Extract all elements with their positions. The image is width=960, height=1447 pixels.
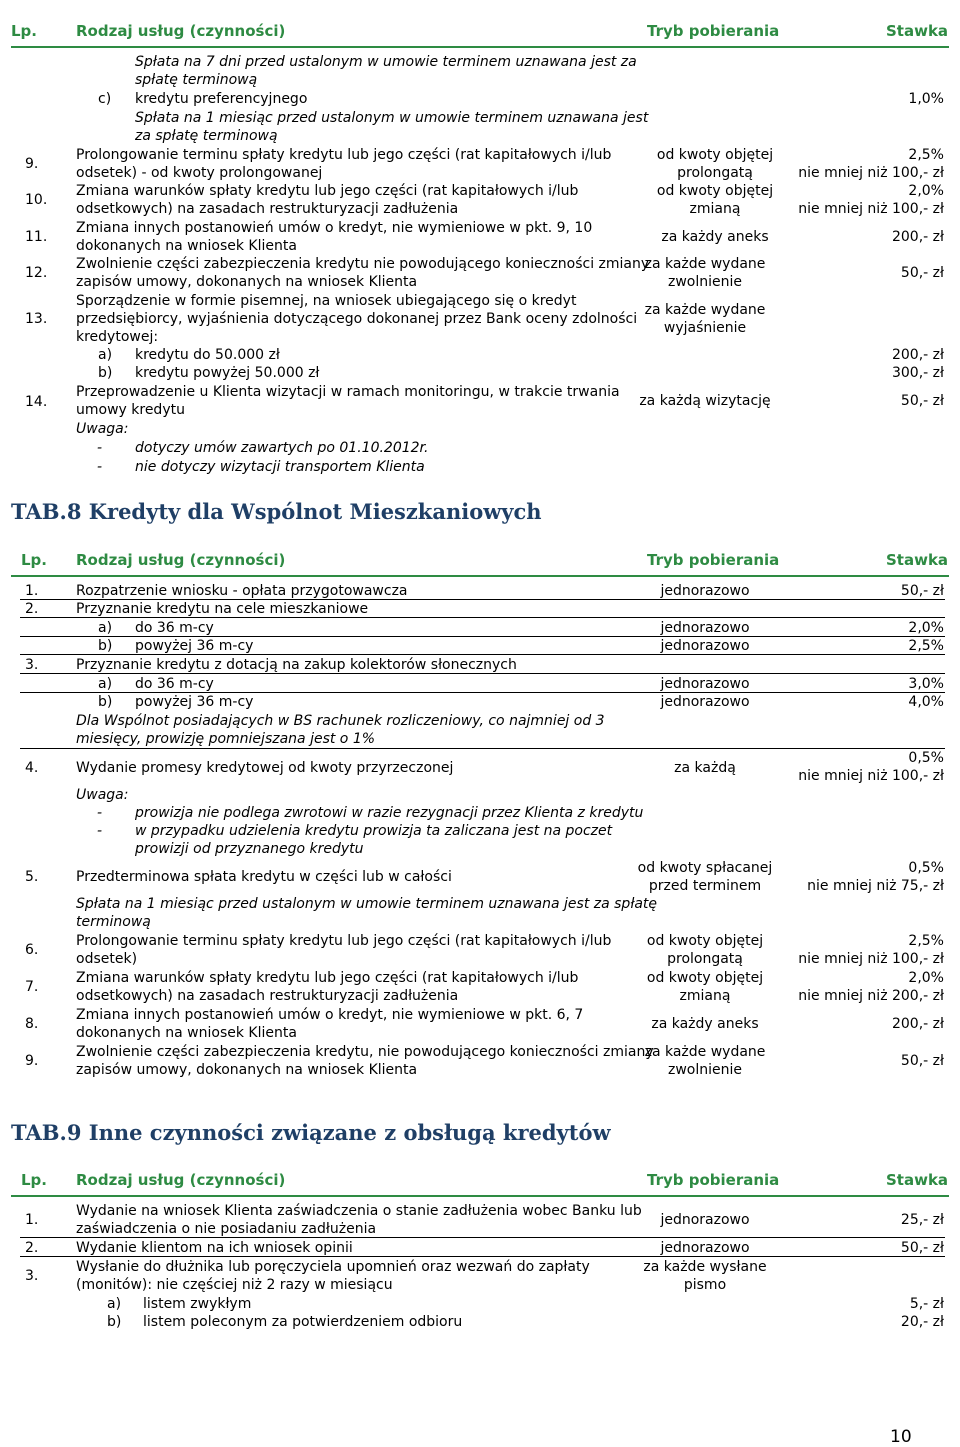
col-service-header: Rodzaj usług (czynności)	[76, 22, 286, 40]
bullet-dash: -	[97, 823, 103, 839]
list-letter: c)	[98, 91, 112, 107]
row-divider	[20, 654, 945, 655]
mode-text: od kwoty spłacanej	[637, 860, 773, 876]
mode-text: przed terminem	[648, 878, 762, 894]
service-text: Zmiana innych postanowień umów o kredyt, nie wymieniowe w pkt. 9, 10	[76, 220, 593, 236]
service-text: odsetkowych) na zasadach restrukturyzacji zadłużenia	[76, 988, 459, 1004]
list-text: listem poleconym za potwierdzeniem odbioru	[143, 1314, 463, 1330]
mode-text: prolongatą	[677, 165, 753, 181]
rate-value: 5,- zł	[909, 1296, 944, 1312]
rate-value: 1,0%	[908, 91, 944, 107]
list-letter: a)	[98, 620, 113, 636]
service-text: kredytowej:	[76, 329, 159, 345]
rate-value: nie mniej niż 100,- zł	[798, 951, 944, 967]
list-letter: b)	[98, 365, 113, 381]
mode-text: za każdy aneks	[651, 1016, 759, 1032]
service-text: Rozpatrzenie wniosku - opłata przygotowawcza	[76, 583, 408, 599]
list-text: powyżej 36 m-cy	[135, 694, 254, 710]
header-divider	[11, 46, 949, 48]
col-lp-header: Lp.	[11, 22, 37, 40]
note-line: Dla Wspólnot posiadających w BS rachunek rozliczeniowy, co najmniej od 3	[76, 713, 605, 729]
service-text: Zmiana warunków spłaty kredytu lub jego części (rat kapitałowych i/lub	[76, 183, 579, 199]
rate-value: 4,0%	[908, 694, 944, 710]
note-line: Spłata na 1 miesiąc przed ustalonym w umowie terminem uznawana jest	[135, 110, 649, 126]
service-text: Przyznanie kredytu z dotacją na zakup kolektorów słonecznych	[76, 657, 517, 673]
bullet-dash: -	[97, 459, 103, 475]
service-text: Wydanie na wniosek Klienta zaświadczenia o stanie zadłużenia wobec Banku lub	[76, 1203, 642, 1219]
mode-text: jednorazowo	[660, 583, 750, 599]
row-number: 7.	[25, 979, 39, 995]
mode-text: jednorazowo	[660, 1212, 750, 1228]
row-divider	[20, 1256, 945, 1257]
service-text: (monitów): nie częściej niż 2 razy w miesiącu	[76, 1277, 393, 1293]
col-service-header: Rodzaj usług (czynności)	[76, 551, 286, 569]
rate-value: 2,5%	[908, 147, 944, 163]
mode-text: jednorazowo	[660, 676, 750, 692]
row-number: 6.	[25, 942, 39, 958]
service-text: Przeprowadzenie u Klienta wizytacji w ramach monitoringu, w trakcie trwania	[76, 384, 620, 400]
mode-text: od kwoty objętej	[646, 970, 764, 986]
mode-text: pismo	[683, 1277, 727, 1293]
service-text: Prolongowanie terminu spłaty kredytu lub jego części (rat kapitałowych i/lub	[76, 933, 612, 949]
service-text: Wysłanie do dłużnika lub poręczyciela upomnień oraz wezwań do zapłaty	[76, 1259, 590, 1275]
service-text: zapisów umowy, dokonanych na wniosek Klienta	[76, 1062, 418, 1078]
rate-value: 200,- zł	[891, 1016, 944, 1032]
header-divider	[11, 1195, 949, 1197]
row-divider	[20, 1237, 945, 1238]
note-line: prowizji od przyznanego kredytu	[135, 841, 364, 857]
rate-value: 2,0%	[908, 970, 944, 986]
row-number: 3.	[25, 1268, 39, 1284]
note-line: dotyczy umów zawartych po 01.10.2012r.	[135, 440, 429, 456]
rate-value: 300,- zł	[891, 365, 944, 381]
rate-value: 3,0%	[908, 676, 944, 692]
mode-text: zwolnienie	[667, 1062, 742, 1078]
service-text: odsetek) - od kwoty prolongowanej	[76, 165, 323, 181]
mode-text: zwolnienie	[667, 274, 742, 290]
list-text: kredytu powyżej 50.000 zł	[135, 365, 320, 381]
rate-value: 25,- zł	[900, 1212, 944, 1228]
rate-value: 50,- zł	[900, 265, 944, 281]
service-text: odsetkowych) na zasadach restrukturyzacji zadłużenia	[76, 201, 459, 217]
mode-text: jednorazowo	[660, 638, 750, 654]
list-letter: a)	[107, 1296, 122, 1312]
service-text: Zmiana warunków spłaty kredytu lub jego części (rat kapitałowych i/lub	[76, 970, 579, 986]
mode-text: za każde wydane	[644, 302, 766, 318]
note-line: prowizja nie podlega zwrotowi w razie rezygnacji przez Klienta z kredytu	[135, 805, 644, 821]
service-text: Wydanie promesy kredytowej od kwoty przyrzeczonej	[76, 760, 454, 776]
list-letter: a)	[98, 347, 113, 363]
row-divider	[20, 673, 945, 674]
list-letter: a)	[98, 676, 113, 692]
rate-value: nie mniej niż 100,- zł	[798, 768, 944, 784]
col-lp-header: Lp.	[21, 1171, 47, 1189]
service-text: Przedterminowa spłata kredytu w części lub w całości	[76, 869, 452, 885]
mode-text: za każdą wizytację	[639, 393, 771, 409]
row-number: 9.	[25, 156, 39, 172]
row-number: 2.	[25, 601, 39, 617]
rate-value: nie mniej niż 100,- zł	[798, 201, 944, 217]
service-text: umowy kredytu	[76, 402, 185, 418]
rate-value: nie mniej niż 100,- zł	[798, 165, 944, 181]
col-mode-header: Tryb pobierania	[647, 1171, 780, 1189]
service-text: Sporządzenie w formie pisemnej, na wniosek ubiegającego się o kredyt	[76, 293, 577, 309]
list-text: do 36 m-cy	[135, 620, 214, 636]
note-label: Uwaga:	[76, 787, 129, 803]
service-text: zapisów umowy, dokonanych na wniosek Klienta	[76, 274, 418, 290]
rate-value: 200,- zł	[891, 229, 944, 245]
row-number: 1.	[25, 1212, 39, 1228]
rate-value: 0,5%	[908, 860, 944, 876]
service-text: Zwolnienie części zabezpieczenia kredytu, nie powodującego konieczności zmiany	[76, 1044, 654, 1060]
bullet-dash: -	[97, 805, 103, 821]
mode-text: od kwoty objętej	[646, 933, 764, 949]
list-letter: b)	[107, 1314, 122, 1330]
mode-text: za każde wydane	[644, 1044, 766, 1060]
mode-text: zmianą	[689, 201, 741, 217]
mode-text: prolongatą	[667, 951, 743, 967]
list-letter: b)	[98, 694, 113, 710]
mode-text: za każde wysłane	[643, 1259, 767, 1275]
rate-value: 2,5%	[908, 638, 944, 654]
mode-text: wyjaśnienie	[663, 320, 747, 336]
row-number: 10.	[25, 192, 48, 208]
list-text: kredytu do 50.000 zł	[135, 347, 280, 363]
page-number: 10	[890, 1427, 912, 1447]
col-rate-header: Stawka	[886, 22, 949, 40]
note-line: za spłatę terminową	[135, 128, 278, 144]
list-text: powyżej 36 m-cy	[135, 638, 254, 654]
row-number: 4.	[25, 760, 39, 776]
col-mode-header: Tryb pobierania	[647, 551, 780, 569]
list-text: kredytu preferencyjnego	[135, 91, 308, 107]
row-number: 9.	[25, 1053, 39, 1069]
list-text: do 36 m-cy	[135, 676, 214, 692]
rate-value: 50,- zł	[900, 1240, 944, 1256]
rate-value: nie mniej niż 200,- zł	[798, 988, 944, 1004]
row-number: 8.	[25, 1016, 39, 1032]
service-text: Zmiana innych postanowień umów o kredyt, nie wymieniowe w pkt. 6, 7	[76, 1007, 584, 1023]
mode-text: jednorazowo	[660, 1240, 750, 1256]
note-line: w przypadku udzielenia kredytu prowizja ta zaliczana jest na poczet	[135, 823, 613, 839]
note-line: spłatę terminową	[135, 72, 258, 88]
bullet-dash: -	[97, 440, 103, 456]
note-line: Spłata na 1 miesiąc przed ustalonym w umowie terminem uznawana jest za spłatę	[76, 896, 658, 912]
service-text: dokonanych na wniosek Klienta	[76, 238, 297, 254]
row-number: 12.	[25, 265, 48, 281]
service-text: Przyznanie kredytu na cele mieszkaniowe	[76, 601, 369, 617]
rate-value: 50,- zł	[900, 393, 944, 409]
list-text: listem zwykłym	[143, 1296, 252, 1312]
row-number: 11.	[25, 229, 48, 245]
list-letter: b)	[98, 638, 113, 654]
rate-value: 20,- zł	[900, 1314, 944, 1330]
service-text: przedsiębiorcy, wyjaśnienia dotyczącego dokonanej przez Bank oceny zdolności	[76, 311, 638, 327]
service-text: Prolongowanie terminu spłaty kredytu lub jego części (rat kapitałowych i/lub	[76, 147, 612, 163]
col-rate-header: Stawka	[886, 1171, 949, 1189]
mode-text: za każde wydane	[644, 256, 766, 272]
col-lp-header: Lp.	[21, 551, 47, 569]
rate-value: 200,- zł	[891, 347, 944, 363]
row-number: 5.	[25, 869, 39, 885]
service-text: dokonanych na wniosek Klienta	[76, 1025, 297, 1041]
service-text: zaświadczenia o nie posiadaniu zadłużenia	[76, 1221, 377, 1237]
note-line: nie dotyczy wizytacji transportem Klienta	[135, 459, 425, 475]
mode-text: jednorazowo	[660, 694, 750, 710]
service-text: Wydanie klientom na ich wniosek opinii	[76, 1240, 353, 1256]
row-divider	[20, 617, 945, 618]
mode-text: od kwoty objętej	[656, 147, 774, 163]
header-divider	[11, 575, 949, 577]
note-line: Spłata na 7 dni przed ustalonym w umowie terminem uznawana jest za	[135, 54, 637, 70]
row-number: 2.	[25, 1240, 39, 1256]
mode-text: od kwoty objętej	[656, 183, 774, 199]
rate-value: 50,- zł	[900, 1053, 944, 1069]
mode-text: za każdą	[674, 760, 736, 776]
rate-value: 50,- zł	[900, 583, 944, 599]
rate-value: 0,5%	[908, 750, 944, 766]
service-text: odsetek)	[76, 951, 138, 967]
service-text: Zwolnienie części zabezpieczenia kredytu nie powodującego konieczności zmiany	[76, 256, 650, 272]
rate-value: 2,0%	[908, 620, 944, 636]
mode-text: za każdy aneks	[661, 229, 769, 245]
rate-value: 2,0%	[908, 183, 944, 199]
col-service-header: Rodzaj usług (czynności)	[76, 1171, 286, 1189]
rate-value: nie mniej niż 75,- zł	[807, 878, 944, 894]
mode-text: jednorazowo	[660, 620, 750, 636]
row-number: 3.	[25, 657, 39, 673]
col-rate-header: Stawka	[886, 551, 949, 569]
section-heading: TAB.9 Inne czynności związane z obsługą kredytów	[11, 1120, 611, 1145]
row-number: 1.	[25, 583, 39, 599]
row-number: 13.	[25, 311, 48, 327]
section-heading: TAB.8 Kredyty dla Wspólnot Mieszkaniowych	[11, 499, 542, 524]
mode-text: zmianą	[679, 988, 731, 1004]
col-mode-header: Tryb pobierania	[647, 22, 780, 40]
note-label: Uwaga:	[76, 421, 129, 437]
row-number: 14.	[25, 394, 48, 410]
rate-value: 2,5%	[908, 933, 944, 949]
note-line: miesięcy, prowizję pomniejszana jest o 1%	[76, 731, 376, 747]
note-line: terminową	[76, 914, 151, 930]
